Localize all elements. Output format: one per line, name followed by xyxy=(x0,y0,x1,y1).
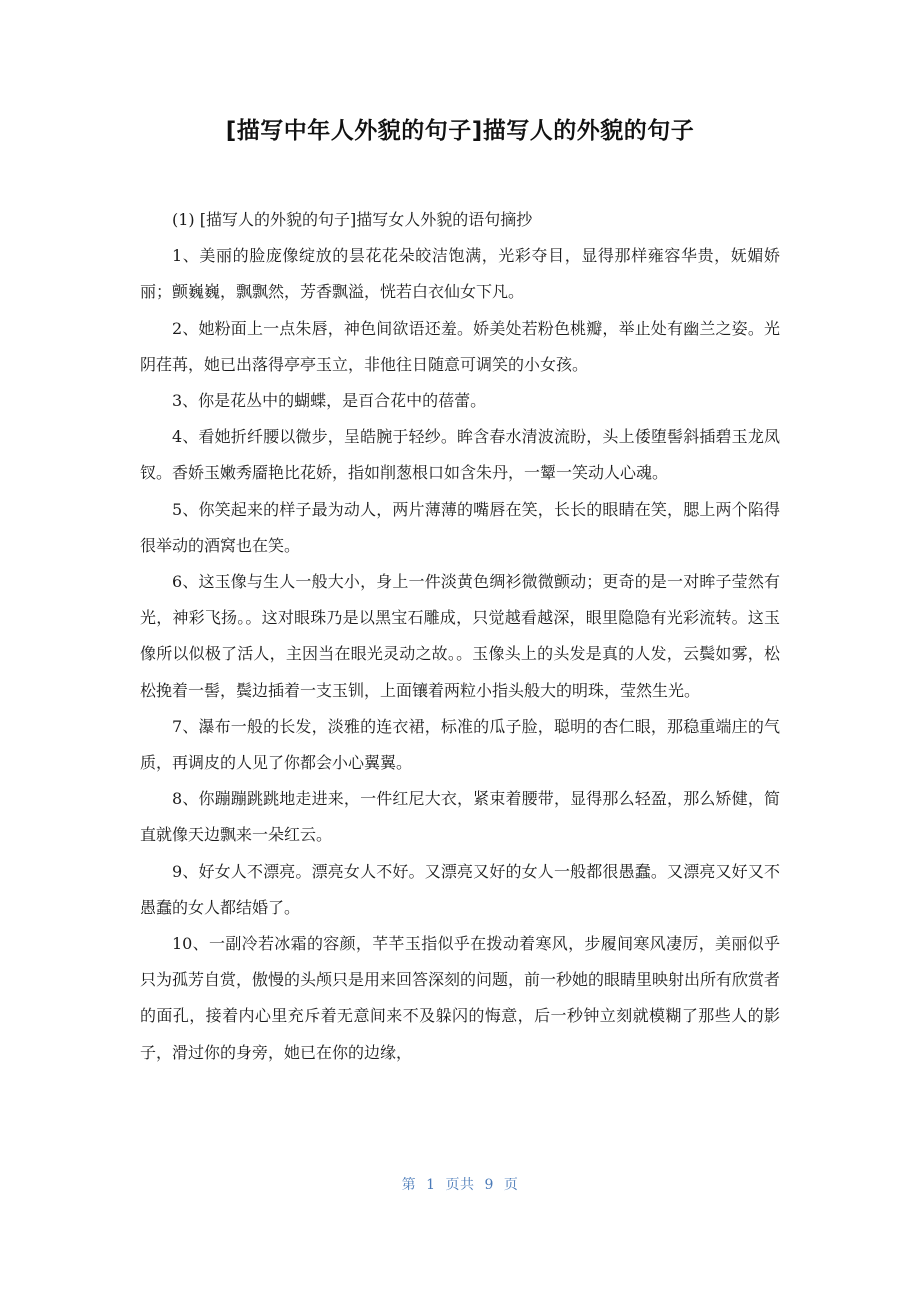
document-title: [描写中年人外貌的句子]描写人的外貌的句子 xyxy=(225,118,695,144)
paragraph-4: 4、看她折纤腰以微步，呈皓腕于轻纱。眸含春水清波流盼，头上倭堕髻斜插碧玉龙凤钗。香娇玉嫩秀靥艳比花娇，指如削葱根口如含朱丹，一颦一笑动人心魂。 xyxy=(140,427,780,483)
footer-total-pages: 9 xyxy=(484,1177,494,1193)
paragraph-10: 10、一副冷若冰霜的容颜，芊芊玉指似乎在拨动着寒风，步履间寒风凄厉，美丽似乎只为孤芳自赏，傲慢的头颅只是用来回答深刻的问题，前一秒她的眼睛里映射出所有欣赏者的面孔，接着内心里充斥着无意间来不及躲闪的悔意，后一秒钟立刻就模糊了那些人的影子，滑过你的身旁，她已在你的边缘， xyxy=(140,934,781,1062)
paragraph-3: 3、你是花丛中的蝴蝶，是百合花中的蓓蕾。 xyxy=(172,391,487,411)
paragraph-intro: (1) [描写人的外貌的句子]描写女人外貌的语句摘抄 xyxy=(172,210,533,229)
paragraph-7: 7、瀑布一般的长发，淡雅的连衣裙，标准的瓜子脸，聪明的杏仁眼，那稳重端庄的气质，再调皮的人见了你都会小心翼翼。 xyxy=(140,716,780,773)
footer-current-page: 1 xyxy=(426,1177,436,1193)
footer-middle: 页共 xyxy=(445,1177,475,1193)
paragraph-9: 9、好女人不漂亮。漂亮女人不好。又漂亮又好的女人一般都很愚蠢。又漂亮又好又不愚蠢的女人都结婚了。 xyxy=(140,861,780,917)
paragraph-6: 6、这玉像与生人一般大小，身上一件淡黄色绸衫微微颤动；更奇的是一对眸子莹然有光，神彩飞扬。。这对眼珠乃是以黑宝石雕成，只觉越看越深，眼里隐隐有光彩流转。这玉像所以似极了活人，主因当在眼光灵动之故。。玉像头上的头发是真的人发，云鬓如雾，松松挽着一髻，鬓边插着一支玉钏，上面镶着两粒小指头般大的明珠，莹然生光。 xyxy=(140,572,780,700)
paragraph-1: 1、美丽的脸庞像绽放的昙花花朵皎洁饱满，光彩夺目，显得那样雍容华贵，妩媚娇丽；颤巍巍，飘飘然，芳香飘溢，恍若白衣仙女下凡。 xyxy=(140,246,780,302)
footer-prefix: 第 xyxy=(401,1177,417,1193)
paragraph-8: 8、你蹦蹦跳跳地走进来，一件红尼大衣，紧束着腰带，显得那么轻盈，那么矫健，简直就像天边飘来一朵红云。 xyxy=(140,789,780,845)
paragraph-2: 2、她粉面上一点朱唇，神色间欲语还羞。娇美处若粉色桃瓣，举止处有幽兰之姿。光阴荏苒，她已出落得亭亭玉立，非他往日随意可调笑的小女孩。 xyxy=(140,318,780,374)
page-footer xyxy=(0,1174,920,1194)
paragraph-5: 5、你笑起来的样子最为动人，两片薄薄的嘴唇在笑，长长的眼睛在笑，腮上两个陷得很举动的酒窝也在笑。 xyxy=(140,499,780,555)
footer-suffix: 页 xyxy=(503,1177,519,1193)
document-body xyxy=(140,202,780,1071)
